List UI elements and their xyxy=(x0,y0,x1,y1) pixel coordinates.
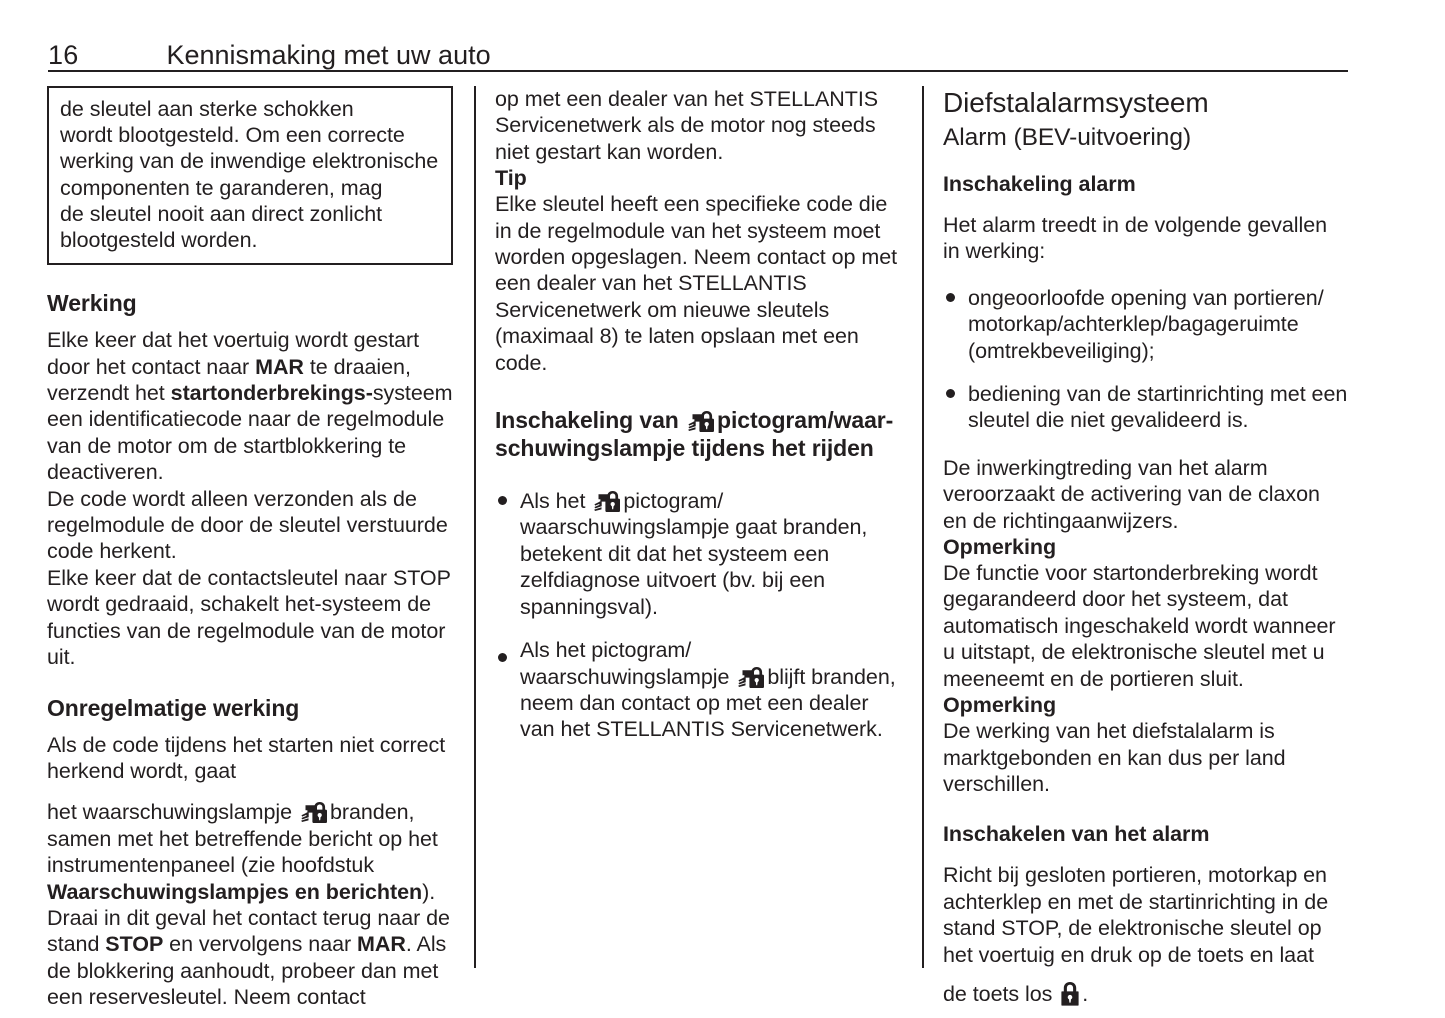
text-run-bold: Waarschuwingslampjes en berichten xyxy=(47,879,423,904)
list-item xyxy=(495,488,901,620)
note-box-line: blootgesteld worden. xyxy=(60,228,258,253)
list-item xyxy=(943,381,1349,434)
list-item xyxy=(943,285,1349,364)
paragraph-tip: Elke sleutel heeft een specifieke code die in de regelmodule van het systeem moet worden opgeslagen. Neem contact op met een dealer van het STELLANTIS Servicenetwerk om nieuwe sleutels (maximaal 8) te laten opslaan met een code. xyxy=(495,192,898,375)
heading-werking: Werking xyxy=(47,290,137,317)
paragraph-toets-los xyxy=(943,981,1349,1007)
paragraph-onregelmatig-1: Als de code tijdens het starten niet correct herkend wordt, gaat xyxy=(47,732,446,783)
paragraph-opmerking-2: De werking van het diefstalalarm is marktgebonden en kan dus per land verschillen. xyxy=(943,719,1286,796)
column-divider-2 xyxy=(922,86,924,968)
text-run-bold: MAR xyxy=(357,932,406,957)
bullet-dot-icon xyxy=(946,293,955,302)
text-run: en vervolgens naar xyxy=(163,932,358,957)
page-columns xyxy=(47,86,1349,1010)
column-gap-2 xyxy=(901,86,943,970)
chapter-title: Kennismaking met uw auto xyxy=(166,40,491,70)
page-number: 16 xyxy=(48,40,79,70)
page-header xyxy=(48,34,1348,72)
paragraph-werking-3: Elke keer dat de contactsleutel naar STOP wordt gedraaid, schakelt het-systeem de functies van de regelmodule van de motor uit. xyxy=(47,565,451,670)
list-item-label: ongeoorloofde opening van portieren/ motorkap/achterklep/bagageruimte (omtrekbeveiliging); xyxy=(968,285,1324,363)
list-item-label: bediening van de startinrichting met een sleutel die niet gevalideerd is. xyxy=(968,382,1348,433)
paragraph-alarm-intro: Het alarm treedt in de volgende gevallen in werking: xyxy=(943,213,1328,264)
heading-opmerking-2: Opmerking xyxy=(943,693,1057,718)
text-run: branden, samen met het betreffende bericht op het instrumentenpaneel (zie hoofdstuk xyxy=(47,800,438,878)
paragraph-werking-1 xyxy=(47,327,453,485)
text-run: waarschuwingslampje xyxy=(520,664,730,689)
text-run: Draai in dit geval het contact terug naar de stand xyxy=(47,905,450,957)
heading-onregelmatige-werking: Onregelmatige werking xyxy=(47,694,300,721)
paragraph-opmerking-1: De functie voor startonderbreking wordt gegarandeerd door het systeem, dat automatisch ingeschakeld wordt wanneer u uitstapt, de elektronische sleutel met u meeneemt en de portieren sluit. xyxy=(943,561,1336,691)
heading-diefstalalarmsysteem: Diefstalalarmsysteem xyxy=(943,87,1209,118)
bullet-dot-icon xyxy=(498,653,507,662)
note-box-line: de sleutel aan sterke schokken xyxy=(60,97,354,121)
column-divider-1 xyxy=(474,86,476,968)
text-run: pictogram/ waarschuwingslampje gaat branden, betekent dit dat het systeem een zelfdiagnose uitvoert (bv. bij een spanningsval). xyxy=(520,489,868,619)
text-run: systeem een identificatiecode naar de regelmodule van de motor om de startblokkering te deactiveren. xyxy=(47,381,453,485)
note-box-line: de sleutel nooit aan direct zonlicht xyxy=(60,201,383,226)
list-item xyxy=(495,637,901,743)
column-3 xyxy=(943,86,1349,1006)
text-run: ). xyxy=(422,879,436,904)
car-with-lock-icon xyxy=(736,666,766,689)
text-run: . xyxy=(1082,981,1089,1006)
heading-tip: Tip xyxy=(495,166,527,191)
paragraph-continue: op met een dealer van het STELLANTIS Servicenetwerk als de motor nog steeds niet gestart kan worden. xyxy=(495,87,879,164)
paragraph-onregelmatig-3 xyxy=(47,905,453,1011)
column-2 xyxy=(495,86,901,970)
heading-inschakelen-alarm: Inschakelen van het alarm xyxy=(943,822,1210,847)
note-box-line: wordt blootgesteld. Om een correcte xyxy=(60,123,405,148)
car-with-lock-icon xyxy=(299,801,329,824)
heading-opmerking-1: Opmerking xyxy=(943,535,1057,560)
bullet-list-alarm xyxy=(943,285,1349,434)
text-run: . Als de blokkering aanhoudt, probeer dan met een reservesleutel. Neem contact xyxy=(47,932,447,1010)
bullet-dot-icon xyxy=(498,496,507,505)
text-run-bold: STOP xyxy=(105,932,164,957)
text-run-bold: MAR xyxy=(255,354,304,379)
padlock-icon xyxy=(1060,981,1080,1007)
text-run-bold: startonderbrekings- xyxy=(170,381,373,406)
text-run: het waarschuwingslampje xyxy=(47,800,293,825)
text-run: Inschakeling van xyxy=(495,407,679,434)
paragraph-onregelmatig-2 xyxy=(47,799,453,905)
text-run: Als het pictogram/ xyxy=(520,638,692,663)
note-box xyxy=(47,86,453,265)
paragraph-richt: Richt bij gesloten portieren, motorkap en achterklep en met de startinrichting in de stand STOP, de elektronische sleutel op het voertuig en druk op de toets en laat xyxy=(943,863,1329,967)
heading-inschakeling-alarm: Inschakeling alarm xyxy=(943,172,1136,196)
car-with-lock-icon xyxy=(592,490,622,513)
text-run: pictogram/waar-schuwingslampje tijdens het rijden xyxy=(495,407,894,462)
heading-inschakeling-pictogram xyxy=(495,406,901,462)
column-1 xyxy=(47,86,453,1010)
paragraph-werking-2: De code wordt alleen verzonden als de regelmodule de door de sleutel verstuurde code herkent. xyxy=(47,486,448,564)
bullet-list-pictogram xyxy=(495,488,901,743)
heading-alarm-bev: Alarm (BEV-uitvoering) xyxy=(943,124,1192,151)
paragraph-inwerkingtreding: De inwerkingtreding van het alarm veroorzaakt de activering van de claxon en de richtingaanwijzers. xyxy=(943,455,1320,533)
column-gap-1 xyxy=(453,86,495,970)
text-run: te draaien, verzendt het xyxy=(47,354,411,406)
note-box-line: componenten te garanderen, mag xyxy=(60,175,383,200)
note-box-line: werking van de inwendige elektronische xyxy=(60,149,439,174)
text-run: de toets los xyxy=(943,981,1053,1006)
bullet-dot-icon xyxy=(946,389,955,398)
text-run: Elke keer dat het voertuig wordt gestart door het contact naar xyxy=(47,328,420,379)
car-with-lock-icon xyxy=(686,410,716,433)
text-run: blijft branden, neem dan contact op met een dealer van het STELLANTIS Servicenetwerk. xyxy=(520,664,896,742)
text-run: Als het xyxy=(520,489,586,514)
